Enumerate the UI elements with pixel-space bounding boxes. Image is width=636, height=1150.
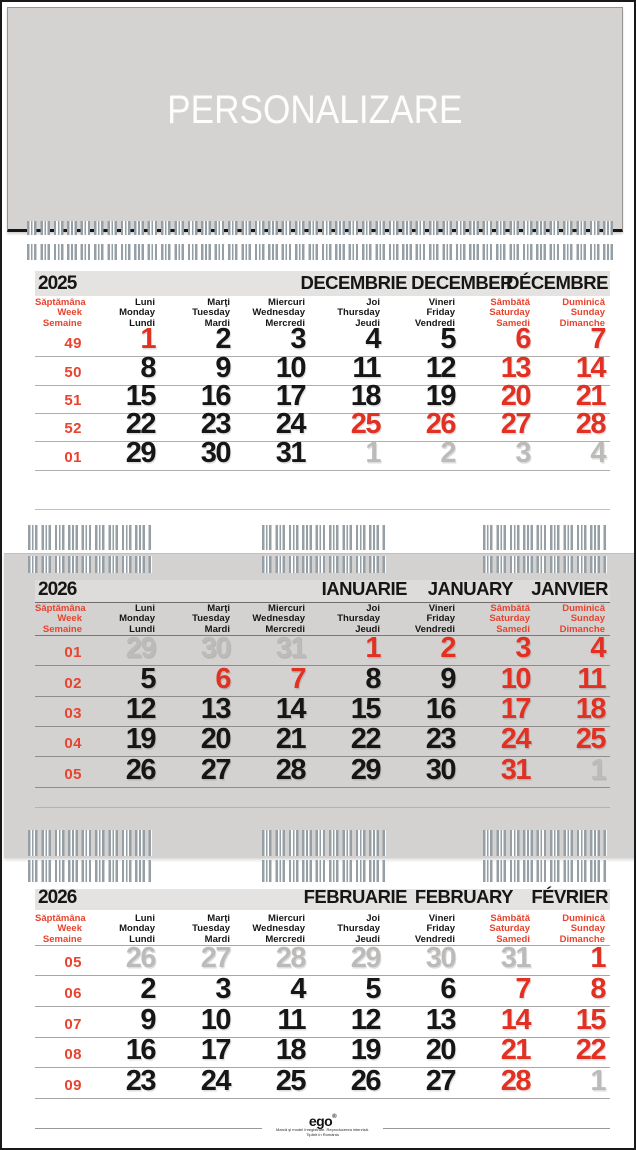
year-label: 2025 [38, 273, 77, 294]
footer-rule-left [35, 1128, 262, 1129]
panel-bottom-rule [35, 509, 610, 510]
day-cell: 1 [140, 323, 155, 356]
day-cell: 12 [125, 693, 155, 726]
day-column-header: Sâmbătă Saturday Samedi [489, 603, 530, 635]
week-number: 08 [64, 1046, 82, 1064]
day-cell: 8 [590, 973, 605, 1006]
year-label: 2026 [38, 887, 77, 908]
day-cell: 14 [500, 1003, 530, 1036]
month-name-fr: JANVIER [531, 578, 608, 599]
day-cell: 11 [352, 351, 380, 384]
wire-binding-mid2-lower [28, 860, 152, 882]
day-column-header: Miercuri Wednesday Mercredi [252, 913, 305, 945]
day-cell: 31 [275, 436, 305, 469]
day-cell: 14 [275, 693, 305, 726]
day-cell: 26 [125, 942, 155, 975]
day-cell: 5 [140, 662, 155, 695]
day-cell: 3 [290, 323, 305, 356]
day-cell: 28 [275, 942, 305, 975]
day-cell: 25 [275, 1064, 305, 1097]
day-cell: 24 [500, 723, 530, 756]
day-cell: 16 [425, 693, 455, 726]
day-cell: 12 [425, 351, 455, 384]
week-number: 05 [64, 954, 82, 972]
week-number: 01 [64, 644, 82, 662]
day-cell: 24 [200, 1064, 230, 1097]
day-cell: 18 [575, 693, 605, 726]
month-name-ro: DECEMBRIE [300, 272, 407, 293]
day-cell: 1 [590, 1064, 605, 1097]
wire-binding-top-upper [27, 221, 614, 235]
month-name-ro: FEBRUARIE [303, 886, 407, 907]
day-cell: 26 [125, 753, 155, 786]
day-cell: 22 [575, 1034, 605, 1067]
day-cell: 18 [275, 1034, 305, 1067]
wire-binding-mid2-lower [262, 860, 386, 882]
week-row [35, 753, 610, 787]
day-name-headers [35, 914, 610, 945]
day-cell: 4 [590, 632, 605, 665]
day-cell: 28 [575, 408, 605, 441]
day-cell: 31 [500, 753, 530, 786]
day-column-header: Marţi Tuesday Mardi [192, 603, 230, 635]
wire-binding-mid1-upper [262, 525, 386, 550]
day-column-header: Joi Thursday Jeudi [337, 297, 380, 329]
week-row [35, 723, 610, 757]
panel-december-2025 [35, 271, 610, 510]
day-column-header: Marţi Tuesday Mardi [192, 297, 230, 329]
day-cell: 6 [515, 323, 530, 356]
day-cell: 29 [125, 436, 155, 469]
day-cell: 2 [140, 973, 155, 1006]
day-cell: 27 [200, 753, 230, 786]
day-cell: 25 [575, 723, 605, 756]
panel-february-2026 [35, 886, 610, 1099]
day-column-header: Vineri Friday Vendredi [414, 297, 455, 329]
day-cell: 10 [500, 662, 530, 695]
week-number: 03 [64, 705, 82, 723]
day-cell: 28 [500, 1064, 530, 1097]
day-cell: 25 [350, 408, 380, 441]
day-cell: 17 [500, 693, 530, 726]
week-row [35, 632, 610, 666]
day-cell: 19 [425, 380, 455, 413]
day-cell: 10 [200, 1003, 230, 1036]
week-row [35, 1034, 610, 1069]
day-cell: 23 [425, 723, 455, 756]
day-cell: 4 [290, 973, 305, 1006]
wire-binding-mid1-upper [483, 525, 607, 550]
day-cell: 7 [290, 662, 305, 695]
day-cell: 1 [590, 753, 605, 786]
day-cell: 17 [200, 1034, 230, 1067]
day-cell: 13 [500, 351, 530, 384]
month-name-en: JANUARY [427, 578, 513, 599]
footer-rule-right [383, 1128, 610, 1129]
day-cell: 21 [575, 380, 605, 413]
month-name-ro: IANUARIE [321, 578, 407, 599]
week-number: 07 [64, 1015, 82, 1033]
fine-print-line1: Marcă şi model înregistrate. Reproducerea interzisă. [276, 1127, 369, 1132]
day-column-header: Luni Monday Lundi [119, 297, 155, 329]
day-cell: 19 [125, 723, 155, 756]
day-cell: 28 [275, 753, 305, 786]
week-number: 04 [64, 735, 82, 753]
day-name-headers [35, 604, 610, 635]
day-cell: 20 [500, 380, 530, 413]
day-cell: 24 [275, 408, 305, 441]
month-title-band [35, 580, 610, 603]
day-cell: 8 [140, 351, 155, 384]
weeks-grid [35, 632, 610, 788]
week-number: 52 [64, 420, 82, 438]
personalization-header-card [7, 7, 623, 232]
week-row [35, 436, 610, 470]
week-column-header: Săptămâna Week Semaine [35, 297, 86, 329]
day-cell: 1 [365, 632, 380, 665]
day-cell: 27 [425, 1064, 455, 1097]
panel-january-2026 [35, 580, 610, 808]
day-cell: 16 [200, 380, 230, 413]
day-cell: 26 [425, 408, 455, 441]
wire-binding-mid2-lower [483, 860, 607, 882]
day-column-header: Luni Monday Lundi [119, 913, 155, 945]
week-row [35, 1064, 610, 1099]
day-cell: 15 [350, 693, 380, 726]
month-title-band [35, 886, 610, 910]
day-column-header: Duminică Sunday Dimanche [559, 603, 605, 635]
year-label: 2026 [38, 579, 77, 600]
day-cell: 8 [365, 662, 380, 695]
day-cell: 1 [590, 942, 605, 975]
day-cell: 4 [365, 323, 380, 356]
day-column-header: Sâmbătă Saturday Samedi [489, 297, 530, 329]
day-cell: 21 [500, 1034, 530, 1067]
weeks-grid [35, 942, 610, 1099]
day-cell: 3 [515, 632, 530, 665]
day-cell: 20 [200, 723, 230, 756]
day-cell: 13 [200, 693, 230, 726]
day-cell: 2 [440, 436, 455, 469]
wire-binding-mid1-upper [28, 525, 152, 550]
day-cell: 29 [350, 753, 380, 786]
day-cell: 10 [275, 351, 305, 384]
day-column-header: Vineri Friday Vendredi [414, 913, 455, 945]
day-cell: 27 [200, 942, 230, 975]
day-cell: 31 [500, 942, 530, 975]
wire-binding-mid1-lower [483, 556, 607, 573]
day-cell: 27 [500, 408, 530, 441]
day-column-header: Joi Thursday Jeudi [337, 603, 380, 635]
day-cell: 19 [350, 1034, 380, 1067]
footer [35, 1110, 610, 1137]
month-name-en: FEBRUARY [414, 886, 513, 907]
day-cell: 7 [515, 973, 530, 1006]
week-column-header: Săptămâna Week Semaine [35, 603, 86, 635]
day-cell: 20 [425, 1034, 455, 1067]
month-name-en: DECEMBER [411, 272, 513, 293]
day-column-header: Sâmbătă Saturday Samedi [489, 913, 530, 945]
day-cell: 16 [125, 1034, 155, 1067]
week-number: 49 [64, 335, 82, 353]
week-number: 05 [64, 765, 82, 783]
day-cell: 9 [140, 1003, 155, 1036]
day-cell: 21 [275, 723, 305, 756]
day-cell: 6 [440, 973, 455, 1006]
day-cell: 29 [350, 942, 380, 975]
day-cell: 26 [350, 1064, 380, 1097]
day-cell: 11 [277, 1003, 305, 1036]
day-column-header: Duminică Sunday Dimanche [559, 913, 605, 945]
week-number: 02 [64, 674, 82, 692]
day-cell: 22 [125, 408, 155, 441]
week-number: 51 [64, 392, 82, 410]
day-cell: 7 [590, 323, 605, 356]
day-cell: 3 [515, 436, 530, 469]
month-name-fr: DÉCEMBRE [506, 272, 608, 293]
day-cell: 22 [350, 723, 380, 756]
wire-binding-mid2-upper [483, 830, 607, 856]
week-number: 06 [64, 985, 82, 1003]
day-cell: 13 [425, 1003, 455, 1036]
fine-print-line2: Tipărit în România [306, 1131, 339, 1137]
week-number: 09 [64, 1076, 82, 1094]
day-column-header: Miercuri Wednesday Mercredi [252, 603, 305, 635]
day-cell: 2 [215, 323, 230, 356]
week-column-header: Săptămâna Week Semaine [35, 913, 86, 945]
day-cell: 31 [275, 632, 305, 665]
day-column-header: Duminică Sunday Dimanche [559, 297, 605, 329]
day-cell: 30 [425, 753, 455, 786]
wire-binding-mid2-upper [28, 830, 152, 856]
wire-binding-top-lower [27, 244, 614, 260]
panel-bottom-rule [35, 807, 610, 808]
day-cell: 30 [200, 436, 230, 469]
week-row [35, 942, 610, 977]
weeks-grid [35, 323, 610, 471]
day-cell: 23 [200, 408, 230, 441]
week-number: 50 [64, 363, 82, 381]
day-cell: 17 [275, 380, 305, 413]
personalization-title: PERSONALIZARE [167, 88, 463, 132]
day-cell: 6 [215, 662, 230, 695]
day-cell: 4 [590, 436, 605, 469]
day-cell: 18 [350, 380, 380, 413]
day-cell: 29 [125, 632, 155, 665]
day-cell: 11 [577, 662, 605, 695]
day-column-header: Luni Monday Lundi [119, 603, 155, 635]
day-cell: 15 [125, 380, 155, 413]
day-cell: 15 [575, 1003, 605, 1036]
day-column-header: Miercuri Wednesday Mercredi [252, 297, 305, 329]
day-column-header: Joi Thursday Jeudi [337, 913, 380, 945]
day-cell: 5 [365, 973, 380, 1006]
day-cell: 12 [350, 1003, 380, 1036]
day-column-header: Vineri Friday Vendredi [414, 603, 455, 635]
publisher-logo: ego® [308, 1113, 337, 1129]
wire-binding-mid1-lower [28, 556, 152, 573]
wire-binding-mid1-lower [262, 556, 386, 573]
week-row [35, 973, 610, 1007]
day-cell: 9 [215, 351, 230, 384]
registered-mark: ® [332, 1114, 337, 1120]
day-cell: 5 [440, 323, 455, 356]
day-cell: 9 [440, 662, 455, 695]
day-cell: 23 [125, 1064, 155, 1097]
wire-binding-mid2-upper [262, 830, 386, 856]
day-column-header: Marţi Tuesday Mardi [192, 913, 230, 945]
publisher-logo-block [262, 1110, 383, 1137]
week-number: 01 [64, 448, 82, 466]
month-name-fr: FÉVRIER [531, 886, 608, 907]
day-cell: 2 [440, 632, 455, 665]
week-row [35, 1003, 610, 1038]
day-cell: 30 [200, 632, 230, 665]
day-cell: 3 [215, 973, 230, 1006]
month-title-band [35, 271, 610, 296]
day-cell: 14 [575, 351, 605, 384]
day-cell: 30 [425, 942, 455, 975]
day-cell: 1 [365, 436, 380, 469]
